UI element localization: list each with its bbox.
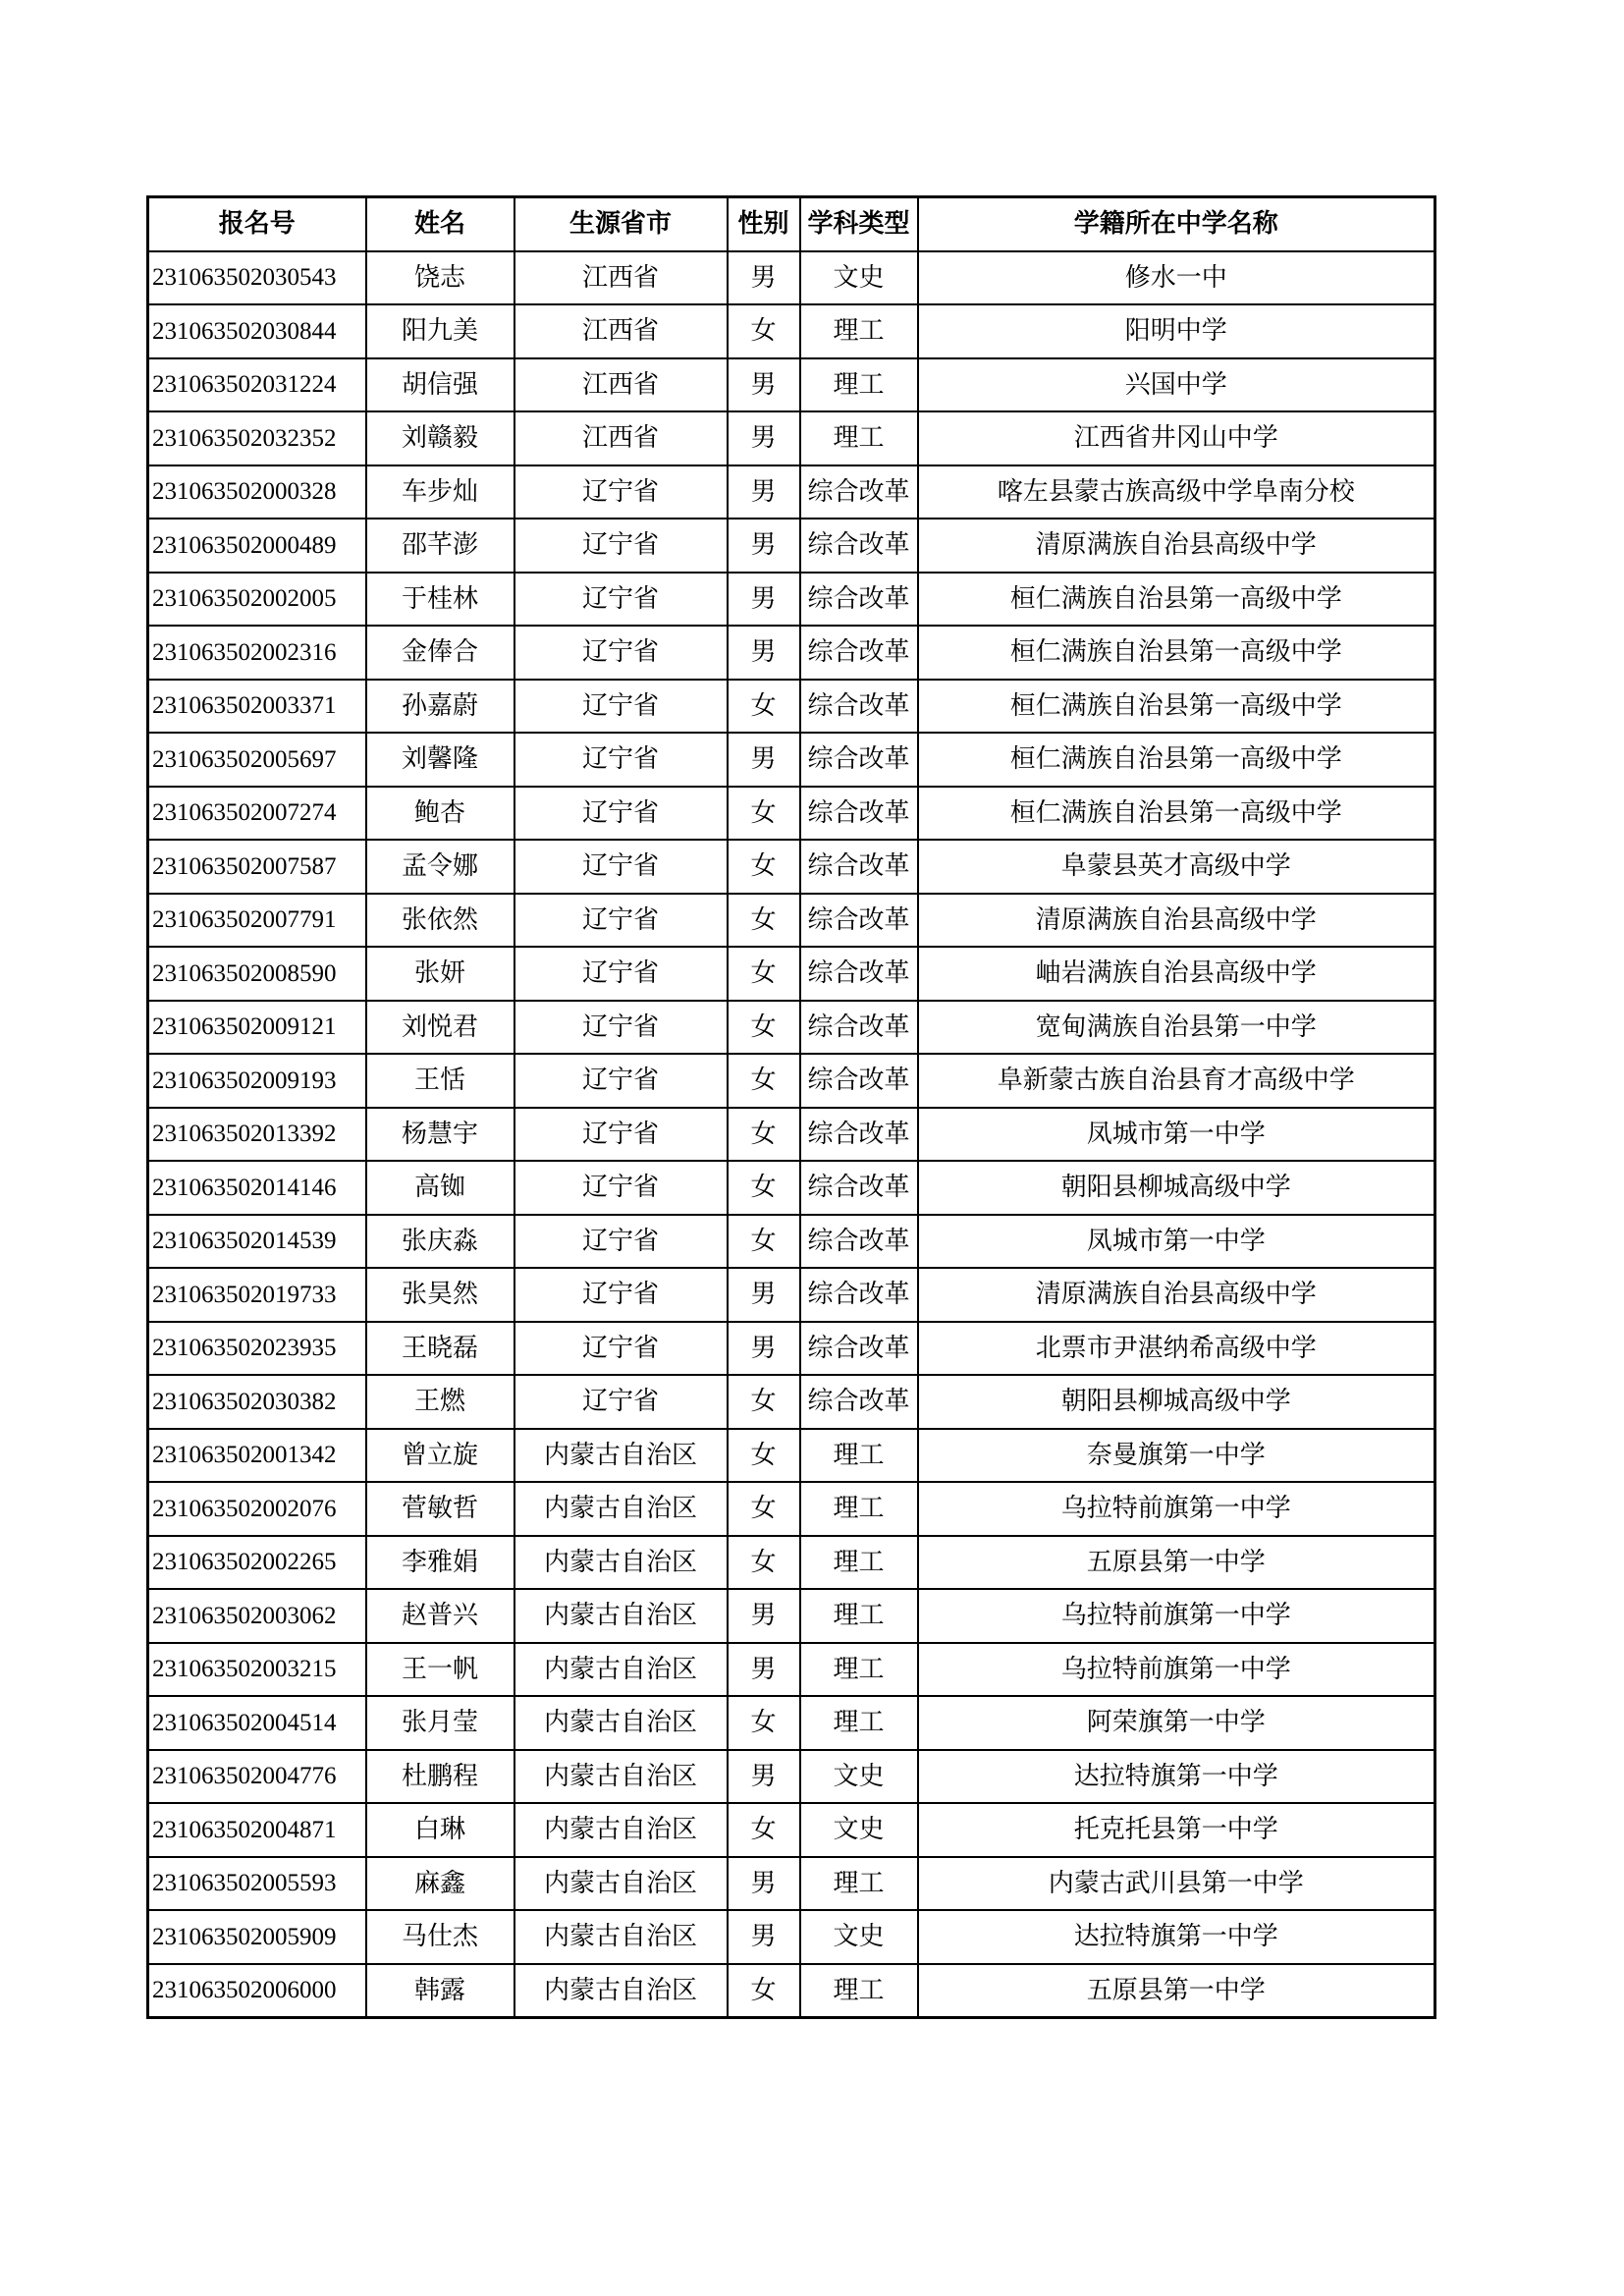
cell-name: 邵芊澎 (366, 519, 514, 573)
cell-name: 王燃 (366, 1375, 514, 1429)
cell-reg-no: 231063502014146 (148, 1161, 366, 1215)
table-row (148, 1429, 1435, 1483)
cell-school: 清原满族自治县高级中学 (918, 519, 1435, 573)
cell-subject-type: 综合改革 (800, 465, 918, 519)
table-row (148, 573, 1435, 627)
table-row (148, 251, 1435, 305)
cell-province: 辽宁省 (514, 1268, 728, 1322)
cell-name: 杨慧宇 (366, 1108, 514, 1162)
cell-reg-no: 231063502008590 (148, 947, 366, 1001)
cell-school: 凤城市第一中学 (918, 1108, 1435, 1162)
cell-reg-no: 231063502003371 (148, 680, 366, 734)
cell-gender: 女 (728, 1482, 800, 1536)
cell-reg-no: 231063502000489 (148, 519, 366, 573)
cell-reg-no: 231063502001342 (148, 1429, 366, 1483)
cell-province: 江西省 (514, 411, 728, 465)
cell-gender: 男 (728, 1589, 800, 1643)
cell-province: 辽宁省 (514, 787, 728, 841)
header-reg-no: 报名号 (148, 197, 366, 251)
cell-school: 乌拉特前旗第一中学 (918, 1482, 1435, 1536)
cell-name: 张依然 (366, 894, 514, 948)
cell-reg-no: 231063502031224 (148, 358, 366, 412)
cell-name: 菅敏哲 (366, 1482, 514, 1536)
cell-gender: 女 (728, 1536, 800, 1590)
table-row (148, 947, 1435, 1001)
cell-gender: 女 (728, 1375, 800, 1429)
cell-province: 内蒙古自治区 (514, 1964, 728, 2018)
cell-school: 清原满族自治县高级中学 (918, 894, 1435, 948)
table-row (148, 626, 1435, 680)
cell-subject-type: 理工 (800, 1589, 918, 1643)
cell-gender: 男 (728, 358, 800, 412)
cell-name: 杜鹏程 (366, 1750, 514, 1804)
cell-name: 刘馨隆 (366, 733, 514, 787)
cell-province: 辽宁省 (514, 1001, 728, 1055)
cell-name: 韩露 (366, 1964, 514, 2018)
cell-reg-no: 231063502004776 (148, 1750, 366, 1804)
table-row (148, 1482, 1435, 1536)
cell-subject-type: 理工 (800, 1857, 918, 1911)
cell-province: 辽宁省 (514, 733, 728, 787)
cell-gender: 男 (728, 1750, 800, 1804)
cell-school: 五原县第一中学 (918, 1964, 1435, 2018)
header-subject-type: 学科类型 (800, 197, 918, 251)
header-row (148, 197, 1435, 251)
cell-name: 张月莹 (366, 1696, 514, 1750)
cell-name: 张庆淼 (366, 1215, 514, 1269)
cell-gender: 男 (728, 519, 800, 573)
cell-reg-no: 231063502032352 (148, 411, 366, 465)
cell-reg-no: 231063502023935 (148, 1322, 366, 1376)
cell-subject-type: 综合改革 (800, 1054, 918, 1108)
cell-school: 桓仁满族自治县第一高级中学 (918, 787, 1435, 841)
cell-school: 达拉特旗第一中学 (918, 1750, 1435, 1804)
table-row (148, 1001, 1435, 1055)
cell-school: 宽甸满族自治县第一中学 (918, 1001, 1435, 1055)
cell-subject-type: 综合改革 (800, 1322, 918, 1376)
cell-reg-no: 231063502014539 (148, 1215, 366, 1269)
table-row (148, 1857, 1435, 1911)
cell-reg-no: 231063502005909 (148, 1910, 366, 1964)
table-row (148, 894, 1435, 948)
cell-name: 高铷 (366, 1161, 514, 1215)
cell-reg-no: 231063502019733 (148, 1268, 366, 1322)
cell-school: 乌拉特前旗第一中学 (918, 1589, 1435, 1643)
cell-subject-type: 综合改革 (800, 1375, 918, 1429)
cell-reg-no: 231063502007274 (148, 787, 366, 841)
cell-school: 岫岩满族自治县高级中学 (918, 947, 1435, 1001)
cell-school: 阜新蒙古族自治县育才高级中学 (918, 1054, 1435, 1108)
cell-subject-type: 综合改革 (800, 1001, 918, 1055)
cell-school: 修水一中 (918, 251, 1435, 305)
table-row (148, 1803, 1435, 1857)
cell-subject-type: 理工 (800, 358, 918, 412)
cell-province: 江西省 (514, 251, 728, 305)
cell-gender: 女 (728, 894, 800, 948)
cell-gender: 女 (728, 1108, 800, 1162)
cell-gender: 男 (728, 733, 800, 787)
cell-province: 内蒙古自治区 (514, 1429, 728, 1483)
cell-subject-type: 理工 (800, 411, 918, 465)
cell-gender: 男 (728, 1322, 800, 1376)
cell-school: 凤城市第一中学 (918, 1215, 1435, 1269)
cell-name: 马仕杰 (366, 1910, 514, 1964)
cell-subject-type: 理工 (800, 1643, 918, 1697)
table-row (148, 411, 1435, 465)
cell-gender: 男 (728, 573, 800, 627)
cell-subject-type: 文史 (800, 1750, 918, 1804)
cell-gender: 女 (728, 680, 800, 734)
cell-school: 奈曼旗第一中学 (918, 1429, 1435, 1483)
table-row (148, 787, 1435, 841)
cell-school: 阿荣旗第一中学 (918, 1696, 1435, 1750)
cell-subject-type: 综合改革 (800, 894, 918, 948)
cell-school: 朝阳县柳城高级中学 (918, 1161, 1435, 1215)
cell-province: 内蒙古自治区 (514, 1750, 728, 1804)
cell-reg-no: 231063502002076 (148, 1482, 366, 1536)
cell-school: 桓仁满族自治县第一高级中学 (918, 573, 1435, 627)
cell-gender: 女 (728, 304, 800, 358)
cell-province: 辽宁省 (514, 1375, 728, 1429)
cell-province: 内蒙古自治区 (514, 1803, 728, 1857)
table-row (148, 304, 1435, 358)
cell-province: 内蒙古自治区 (514, 1696, 728, 1750)
cell-name: 张昊然 (366, 1268, 514, 1322)
cell-name: 于桂林 (366, 573, 514, 627)
cell-reg-no: 231063502000328 (148, 465, 366, 519)
cell-school: 达拉特旗第一中学 (918, 1910, 1435, 1964)
cell-subject-type: 文史 (800, 1910, 918, 1964)
cell-subject-type: 理工 (800, 1429, 918, 1483)
table-row (148, 1161, 1435, 1215)
cell-province: 辽宁省 (514, 1108, 728, 1162)
cell-province: 江西省 (514, 358, 728, 412)
cell-name: 张妍 (366, 947, 514, 1001)
cell-province: 辽宁省 (514, 573, 728, 627)
cell-province: 辽宁省 (514, 894, 728, 948)
table-row (148, 1536, 1435, 1590)
cell-school: 内蒙古武川县第一中学 (918, 1857, 1435, 1911)
cell-province: 内蒙古自治区 (514, 1536, 728, 1590)
cell-name: 阳九美 (366, 304, 514, 358)
cell-subject-type: 综合改革 (800, 626, 918, 680)
cell-subject-type: 综合改革 (800, 519, 918, 573)
cell-province: 辽宁省 (514, 465, 728, 519)
cell-province: 内蒙古自治区 (514, 1482, 728, 1536)
table-row (148, 1964, 1435, 2018)
cell-province: 江西省 (514, 304, 728, 358)
cell-province: 辽宁省 (514, 680, 728, 734)
cell-gender: 女 (728, 787, 800, 841)
cell-school: 清原满族自治县高级中学 (918, 1268, 1435, 1322)
cell-name: 刘赣毅 (366, 411, 514, 465)
cell-name: 白琳 (366, 1803, 514, 1857)
table-row (148, 1589, 1435, 1643)
cell-reg-no: 231063502005697 (148, 733, 366, 787)
cell-reg-no: 231063502013392 (148, 1108, 366, 1162)
cell-province: 内蒙古自治区 (514, 1910, 728, 1964)
cell-school: 朝阳县柳城高级中学 (918, 1375, 1435, 1429)
cell-school: 阜蒙县英才高级中学 (918, 840, 1435, 894)
cell-subject-type: 理工 (800, 1964, 918, 2018)
cell-reg-no: 231063502002005 (148, 573, 366, 627)
cell-gender: 男 (728, 1643, 800, 1697)
cell-name: 赵普兴 (366, 1589, 514, 1643)
table-row (148, 733, 1435, 787)
cell-province: 内蒙古自治区 (514, 1643, 728, 1697)
cell-province: 辽宁省 (514, 519, 728, 573)
cell-gender: 女 (728, 1429, 800, 1483)
cell-school: 喀左县蒙古族高级中学阜南分校 (918, 465, 1435, 519)
table-row (148, 1322, 1435, 1376)
cell-reg-no: 231063502030844 (148, 304, 366, 358)
table-row (148, 1268, 1435, 1322)
cell-reg-no: 231063502004871 (148, 1803, 366, 1857)
cell-subject-type: 综合改革 (800, 1215, 918, 1269)
cell-gender: 女 (728, 947, 800, 1001)
cell-reg-no: 231063502003062 (148, 1589, 366, 1643)
cell-school: 乌拉特前旗第一中学 (918, 1643, 1435, 1697)
cell-school: 阳明中学 (918, 304, 1435, 358)
table-row (148, 1696, 1435, 1750)
cell-subject-type: 理工 (800, 1482, 918, 1536)
table-row (148, 1910, 1435, 1964)
cell-subject-type: 文史 (800, 251, 918, 305)
cell-name: 金俸合 (366, 626, 514, 680)
cell-province: 辽宁省 (514, 840, 728, 894)
cell-school: 兴国中学 (918, 358, 1435, 412)
cell-name: 饶志 (366, 251, 514, 305)
cell-province: 辽宁省 (514, 1322, 728, 1376)
cell-gender: 男 (728, 626, 800, 680)
header-gender: 性别 (728, 197, 800, 251)
cell-province: 辽宁省 (514, 626, 728, 680)
cell-school: 江西省井冈山中学 (918, 411, 1435, 465)
cell-subject-type: 综合改革 (800, 573, 918, 627)
header-school: 学籍所在中学名称 (918, 197, 1435, 251)
table-row (148, 1643, 1435, 1697)
cell-reg-no: 231063502009193 (148, 1054, 366, 1108)
cell-name: 王恬 (366, 1054, 514, 1108)
cell-name: 鲍杏 (366, 787, 514, 841)
cell-name: 孟令娜 (366, 840, 514, 894)
cell-gender: 男 (728, 1910, 800, 1964)
cell-reg-no: 231063502030543 (148, 251, 366, 305)
cell-name: 王晓磊 (366, 1322, 514, 1376)
cell-subject-type: 理工 (800, 304, 918, 358)
cell-gender: 女 (728, 1001, 800, 1055)
cell-name: 李雅娟 (366, 1536, 514, 1590)
table-row (148, 1108, 1435, 1162)
cell-province: 辽宁省 (514, 1054, 728, 1108)
table-row (148, 1215, 1435, 1269)
cell-province: 辽宁省 (514, 1161, 728, 1215)
cell-gender: 男 (728, 411, 800, 465)
cell-gender: 女 (728, 1803, 800, 1857)
table-row (148, 519, 1435, 573)
cell-gender: 女 (728, 1215, 800, 1269)
cell-school: 桓仁满族自治县第一高级中学 (918, 626, 1435, 680)
cell-reg-no: 231063502006000 (148, 1964, 366, 2018)
cell-gender: 女 (728, 1696, 800, 1750)
cell-subject-type: 综合改革 (800, 787, 918, 841)
cell-reg-no: 231063502004514 (148, 1696, 366, 1750)
cell-name: 麻鑫 (366, 1857, 514, 1911)
cell-reg-no: 231063502007791 (148, 894, 366, 948)
cell-subject-type: 综合改革 (800, 840, 918, 894)
cell-school: 五原县第一中学 (918, 1536, 1435, 1590)
cell-reg-no: 231063502009121 (148, 1001, 366, 1055)
cell-reg-no: 231063502002316 (148, 626, 366, 680)
cell-province: 内蒙古自治区 (514, 1857, 728, 1911)
cell-subject-type: 综合改革 (800, 947, 918, 1001)
cell-subject-type: 综合改革 (800, 1108, 918, 1162)
cell-province: 辽宁省 (514, 1215, 728, 1269)
cell-subject-type: 理工 (800, 1696, 918, 1750)
cell-province: 内蒙古自治区 (514, 1589, 728, 1643)
cell-province: 辽宁省 (514, 947, 728, 1001)
cell-gender: 女 (728, 1964, 800, 2018)
table-row (148, 680, 1435, 734)
header-name: 姓名 (366, 197, 514, 251)
roster-table (146, 195, 1436, 2019)
cell-reg-no: 231063502002265 (148, 1536, 366, 1590)
cell-gender: 男 (728, 465, 800, 519)
cell-gender: 男 (728, 1268, 800, 1322)
table-row (148, 1750, 1435, 1804)
cell-school: 托克托县第一中学 (918, 1803, 1435, 1857)
cell-gender: 男 (728, 1857, 800, 1911)
cell-gender: 女 (728, 1161, 800, 1215)
cell-gender: 女 (728, 1054, 800, 1108)
cell-name: 孙嘉蔚 (366, 680, 514, 734)
cell-name: 曾立旋 (366, 1429, 514, 1483)
cell-name: 车步灿 (366, 465, 514, 519)
cell-school: 桓仁满族自治县第一高级中学 (918, 680, 1435, 734)
cell-reg-no: 231063502005593 (148, 1857, 366, 1911)
cell-school: 桓仁满族自治县第一高级中学 (918, 733, 1435, 787)
cell-school: 北票市尹湛纳希高级中学 (918, 1322, 1435, 1376)
table-body (148, 251, 1435, 2018)
cell-subject-type: 文史 (800, 1803, 918, 1857)
cell-reg-no: 231063502007587 (148, 840, 366, 894)
cell-gender: 女 (728, 840, 800, 894)
table-row (148, 358, 1435, 412)
table-row (148, 840, 1435, 894)
table-row (148, 465, 1435, 519)
table-row (148, 1375, 1435, 1429)
cell-reg-no: 231063502030382 (148, 1375, 366, 1429)
header-province: 生源省市 (514, 197, 728, 251)
cell-subject-type: 理工 (800, 1536, 918, 1590)
cell-reg-no: 231063502003215 (148, 1643, 366, 1697)
cell-name: 胡信强 (366, 358, 514, 412)
cell-subject-type: 综合改革 (800, 1161, 918, 1215)
cell-subject-type: 综合改革 (800, 680, 918, 734)
cell-subject-type: 综合改革 (800, 733, 918, 787)
cell-gender: 男 (728, 251, 800, 305)
cell-subject-type: 综合改革 (800, 1268, 918, 1322)
cell-name: 刘悦君 (366, 1001, 514, 1055)
table-row (148, 1054, 1435, 1108)
cell-name: 王一帆 (366, 1643, 514, 1697)
